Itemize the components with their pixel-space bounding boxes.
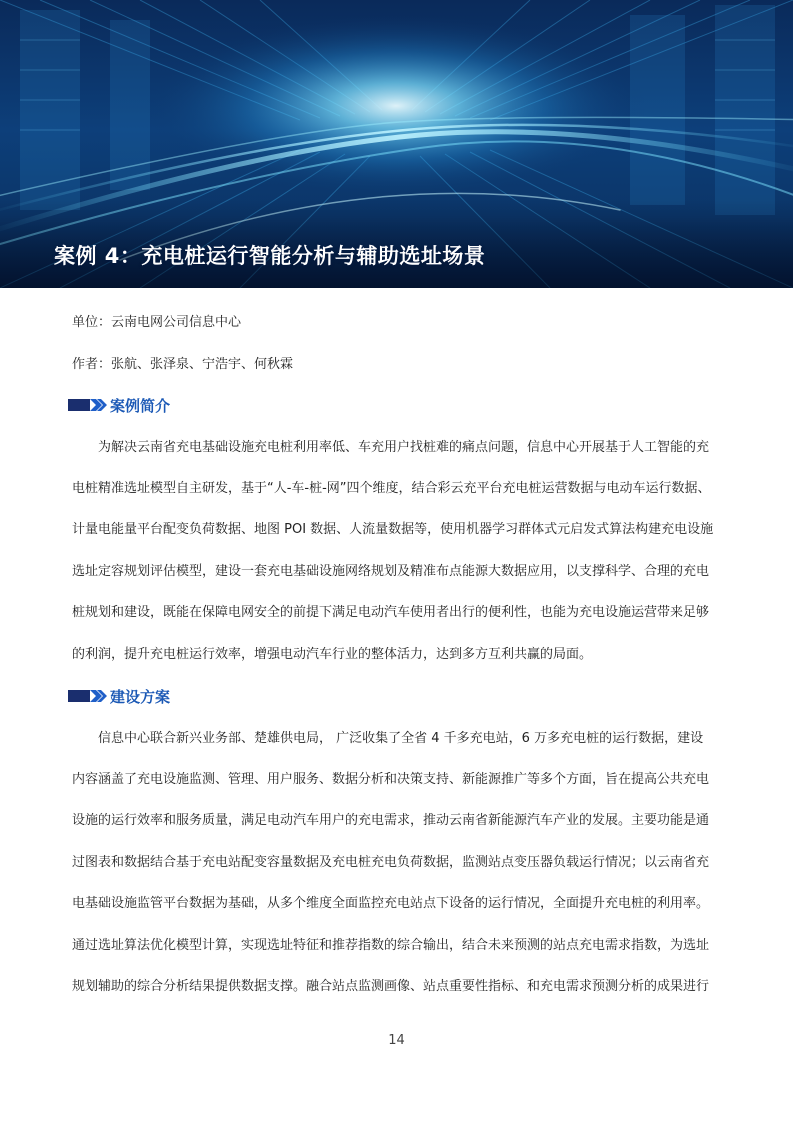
authors-line: 作者：张航、张泽泉、宁浩宇、何秋霖: [72, 357, 294, 372]
page-number: 14: [388, 1033, 405, 1048]
section-heading-label: 案例简介: [110, 396, 171, 415]
text-line: 通过选址算法优化模型计算，实现选址特征和推荐指数的综合输出，结合未来预测的站点充电需求指数，为选址: [72, 938, 710, 953]
banner: [0, 0, 793, 288]
section-arrow-icon: [68, 396, 108, 414]
page-title: 案例 4：充电桩运行智能分析与辅助选址场景: [54, 244, 486, 268]
text-line: 的利润，提升充电桩运行效率，增强电动汽车行业的整体活力，达到多方互利共赢的局面。: [72, 647, 593, 662]
text-line: 电桩精准选址模型自主研发，基于“人-车-桩-网”四个维度，结合彩云充平台充电桩运营数据与电动车运行数据、: [72, 481, 711, 496]
section-heading-label: 建设方案: [110, 687, 171, 706]
text-line: 设施的运行效率和服务质量，满足电动汽车用户的充电需求，推动云南省新能源汽车产业的发展。主要功能是通: [72, 813, 710, 828]
section-arrow-icon: [68, 687, 108, 705]
unit-line: 单位：云南电网公司信息中心: [72, 315, 242, 330]
text-line: 桩规划和建设，既能在保障电网安全的前提下满足电动汽车使用者出行的便利性，也能为充电设施运营带来足够: [72, 605, 710, 620]
text-line: 计量电能量平台配变负荷数据、地图 POI 数据、人流量数据等，使用机器学习群体式元启发式算法构建充电设施: [72, 522, 714, 537]
text-line: 内容涵盖了充电设施监测、管理、用户服务、数据分析和决策支持、新能源推广等多个方面，旨在提高公共充电: [72, 772, 710, 787]
text-line: 选址定容规划评估模型，建设一套充电基础设施网络规划及精准布点能源大数据应用，以支撑科学、合理的充电: [72, 564, 710, 579]
section-heading-construction-plan: [68, 686, 170, 706]
text-line: 信息中心联合新兴业务部、楚雄供电局， 广泛收集了全省 4 千多充电站，6 万多充电桩的运行数据，建设: [72, 731, 704, 746]
text-line: 为解决云南省充电基础设施充电桩利用率低、车充用户找桩难的痛点问题，信息中心开展基于人工智能的充: [72, 440, 710, 455]
text-line: 规划辅助的综合分析结果提供数据支撑。融合站点监测画像、站点重要性指标、和充电需求预测分析的成果进行: [72, 979, 710, 994]
text-line: 电基础设施监管平台数据为基础，从多个维度全面监控充电站点下设备的运行情况，全面提升充电桩的利用率。: [72, 896, 710, 911]
section-heading-case-intro: [68, 395, 170, 415]
text-line: 过图表和数据结合基于充电站配变容量数据及充电桩充电负荷数据，监测站点变压器负载运行情况；以云南省充: [72, 855, 710, 870]
